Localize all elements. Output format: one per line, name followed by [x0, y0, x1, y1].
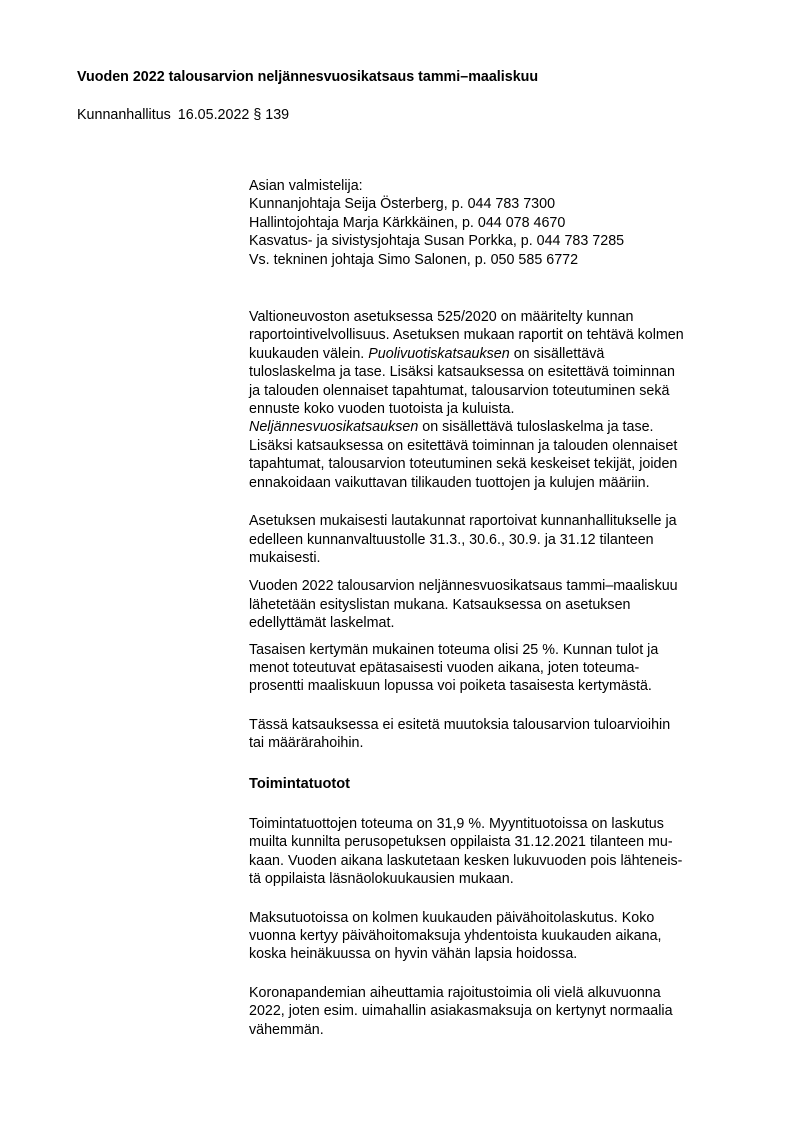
paragraph-line: lähetetään esityslistan mukana. Katsauksessa on asetuksen [249, 596, 631, 613]
paragraph-line: Lisäksi katsauksessa on esitettävä toiminnan ja talouden olennaiset [249, 437, 678, 454]
preparer-line: Hallintojohtaja Marja Kärkkäinen, p. 044 078 4670 [249, 214, 566, 231]
paragraph-line: muilta kunnilta perusopetuksen oppilaista 31.12.2021 tilanteen mu- [249, 834, 673, 851]
preparers-block [249, 177, 749, 269]
paragraph-operating-income [249, 815, 749, 889]
paragraph-review [249, 577, 749, 632]
paragraph-line: ja talouden olennaiset tapahtumat, talousarvion toteutuminen sekä [249, 382, 670, 399]
meeting-date-section: 16.05.2022 § 139 [177, 107, 290, 123]
paragraph-line: Asetuksen mukaisesti lautakunnat raportoivat kunnanhallitukselle ja [249, 513, 677, 530]
paragraph-line: koska heinäkuussa on hyvin vähän lapsia hoidossa. [249, 946, 578, 963]
paragraph-line: Maksutuotoissa on kolmen kuukauden päivähoitolaskutus. Koko [249, 909, 655, 926]
paragraph-line: edellyttämät laskelmat. [249, 615, 395, 632]
paragraph-line: ennakoidaan vaikuttavan tilikauden tuottojen ja kulujen määriin. [249, 474, 650, 491]
paragraph-reporting [249, 512, 749, 567]
paragraph-line: mukaisesti. [249, 549, 321, 566]
paragraph-line: 2022, joten esim. uimahallin asiakasmaksuja on kertynyt normaalia [249, 1003, 673, 1020]
paragraph-line: vähemmän. [249, 1021, 324, 1038]
emphasis-term: Neljännesvuosikatsauksen [249, 419, 419, 436]
paragraph-line: Toimintatuottojen toteuma on 31,9 %. Myyntituotoissa on laskutus [249, 815, 664, 832]
paragraph-fee-income [249, 909, 749, 964]
paragraph-line: raportointivelvollisuus. Asetuksen mukaan raportit on tehtävä kolmen [249, 327, 684, 344]
preparer-line: Kasvatus- ja sivistysjohtaja Susan Porkka, p. 044 783 7285 [249, 233, 625, 250]
paragraph-line: Koronapandemian aiheuttamia rajoitustoimia oli vielä alkuvuonna [249, 984, 661, 1001]
preparers-label: Asian valmistelija: [249, 178, 363, 194]
paragraph-line: prosentti maaliskuun lopussa voi poiketa tasaisesta kertymästä. [249, 678, 652, 695]
preparer-line: Kunnanjohtaja Seija Österberg, p. 044 783 7300 [249, 196, 556, 213]
paragraph-line: kaan. Vuoden aikana laskutetaan kesken lukuvuoden pois lähteneis- [249, 852, 683, 869]
meeting-body: Kunnanhallitus [77, 107, 171, 123]
paragraph-line: kuukauden välein. Puolivuotiskatsauksen on sisällettävä [249, 345, 605, 362]
paragraph-accrual [249, 641, 749, 696]
section-heading: Toimintatuotot [249, 775, 351, 792]
document-title: Vuoden 2022 talousarvion neljännesvuosikatsaus tammi–maaliskuu [77, 69, 539, 85]
preparer-line: Vs. tekninen johtaja Simo Salonen, p. 050 585 6772 [249, 251, 579, 268]
paragraph-no-changes [249, 716, 749, 753]
paragraph-line: tai määrärahoihin. [249, 735, 364, 752]
paragraph-line: vuonna kertyy päivähoitomaksuja yhdentoista kuukauden aikana, [249, 928, 662, 944]
paragraph-line: Vuoden 2022 talousarvion neljännesvuosikatsaus tammi–maaliskuu [249, 578, 678, 595]
body-column [249, 177, 749, 1039]
paragraph-line: edelleen kunnanvaltuustolle 31.3., 30.6., 30.9. ja 31.12 tilanteen [249, 531, 654, 548]
paragraph-regulation [249, 308, 749, 492]
paragraph-line: tuloslaskelma ja tase. Lisäksi katsauksessa on esitettävä toiminnan [249, 364, 675, 381]
paragraph-line: tapahtumat, talousarvion toteutuminen sekä keskeiset tekijät, joiden [249, 456, 678, 473]
paragraph-line: Valtioneuvoston asetuksessa 525/2020 on määritelty kunnan [249, 309, 634, 326]
paragraph-line: tä oppilaista läsnäolokuukausien mukaan. [249, 871, 514, 888]
paragraph-line: Neljännesvuosikatsauksen on sisällettävä tuloslaskelma ja tase. [249, 419, 654, 436]
paragraph-line: Tasaisen kertymän mukainen toteuma olisi 25 %. Kunnan tulot ja [249, 641, 659, 658]
paragraph-line: ennuste koko vuoden tuotoista ja kuluista. [249, 401, 515, 418]
emphasis-term: Puolivuotiskatsauksen [368, 345, 510, 362]
paragraph-line: menot toteutuvat epätasaisesti vuoden aikana, joten toteuma- [249, 659, 640, 676]
meeting-line [77, 107, 289, 123]
paragraph-pandemic [249, 984, 749, 1039]
paragraph-line: Tässä katsauksessa ei esitetä muutoksia talousarvion tuloarvioihin [249, 716, 671, 733]
